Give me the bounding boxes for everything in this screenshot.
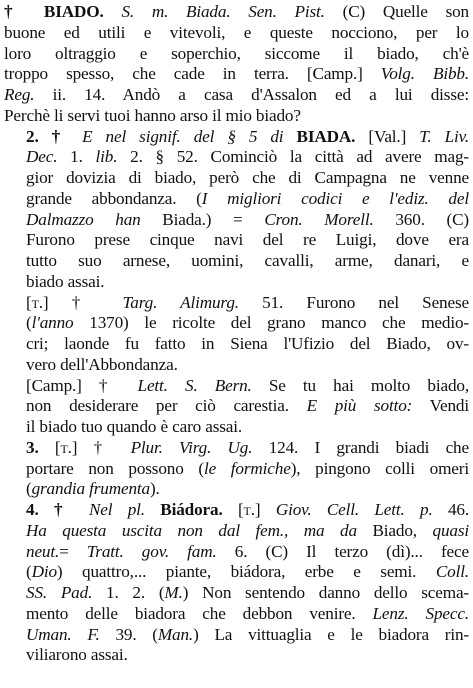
text-line: portare non possono (le formiche), pingono colli omeri (26, 458, 469, 478)
text-line: Reg. ii. 14. Andò a casa d'Assalon ed a lui disse: (4, 85, 469, 104)
text-line: [Camp.] † Lett. S. Bern. Se tu hai molto biado, (26, 375, 469, 395)
text-line: loro oltraggio e soperchio, siccome il biado, ch'è (4, 43, 469, 63)
text-line: 2. † E nel signif. del § 5 di BIADA. [Val.] T. Liv. (26, 126, 469, 146)
text-line: 4. † Nel pl. Biádora. [t.] Giov. Cell. Lett. p. 46. (26, 500, 469, 519)
text-line: Ha questa uscita non dal fem., ma da Biado, quasi (26, 520, 469, 540)
text-line: non desiderare per ciò carestia. E più sotto: Vendi (26, 396, 469, 416)
text-line: vero dell'Abbondanza. (26, 354, 178, 374)
headword: BIADO (43, 2, 100, 21)
entry-paragraph-3 (4, 293, 469, 376)
text-line: † BIADO. S. m. Biada. Sen. Pist. (C) Quelle son (4, 2, 470, 21)
text-line: SS. Pad. 1. 2. (M.) Non sentendo danno dello scema- (26, 583, 469, 602)
text-line: buone ed utili e vitevoli, e queste nocciono, per lo (4, 22, 469, 42)
text-line: [t.] † Targ. Alimurg. 51. Furono nel Senese (26, 292, 469, 312)
text-line: viliarono assai. (26, 645, 128, 665)
text-line: (Dio) quattro,... piante, biádora, erbe e semi. Coll. (26, 562, 469, 582)
text-line: Dalmazzo han Biada.) = Cron. Morell. 360. (C) (26, 209, 469, 229)
text-line: (l'anno 1370) le ricolte del grano manco che medio- (26, 313, 469, 333)
text-line: (grandia frumenta). (26, 479, 160, 499)
text-line: tutto suo arnese, uomini, cavalli, arme, danari, e (26, 251, 469, 270)
text-line: gior dovizia di biado, però che di Campagna ne venne (26, 168, 469, 187)
text-line: Perchè li servi tuoi hanno arso il mio biado? (4, 105, 301, 125)
dagger-mark: † (4, 2, 44, 21)
text-line: grande abbondanza. (I migliori codici e l'ediz. del (26, 188, 469, 208)
text-line: Uman. F. 39. (Man.) La vittuaglia e le biadora rin- (26, 624, 470, 644)
entry-paragraph-2 (4, 127, 469, 293)
text-line: 3. [t.] † Plur. Virg. Ug. 124. I grandi biadi che (26, 437, 469, 457)
entry-paragraph-1 (4, 2, 469, 127)
text-line: Furono prese cinque navi del re Luigi, dove era (26, 230, 469, 250)
text-line: neut.= Tratt. gov. fam. 6. (C) Il terzo (dì)... fece (26, 541, 469, 561)
text-line: il biado tuo quando è caro assai. (26, 417, 243, 436)
text-line: mento delle biadora che debbon venire. Lenz. Specc. (26, 603, 469, 623)
entry-paragraph-4 (4, 376, 469, 438)
text-line: cri; laonde fu fatto in Siena l'Ufizio del Biado, ov- (26, 334, 469, 353)
text-line: Dec. 1. lib. 2. § 52. Cominciò la città ad avere mag- (26, 147, 469, 167)
text-line: biado assai. (26, 271, 105, 291)
text-line: troppo spesso, che cade in terra. [Camp.] Volg. Bibb. (4, 64, 469, 84)
entry-paragraph-5 (4, 438, 469, 500)
entry-paragraph-6 (4, 500, 469, 666)
